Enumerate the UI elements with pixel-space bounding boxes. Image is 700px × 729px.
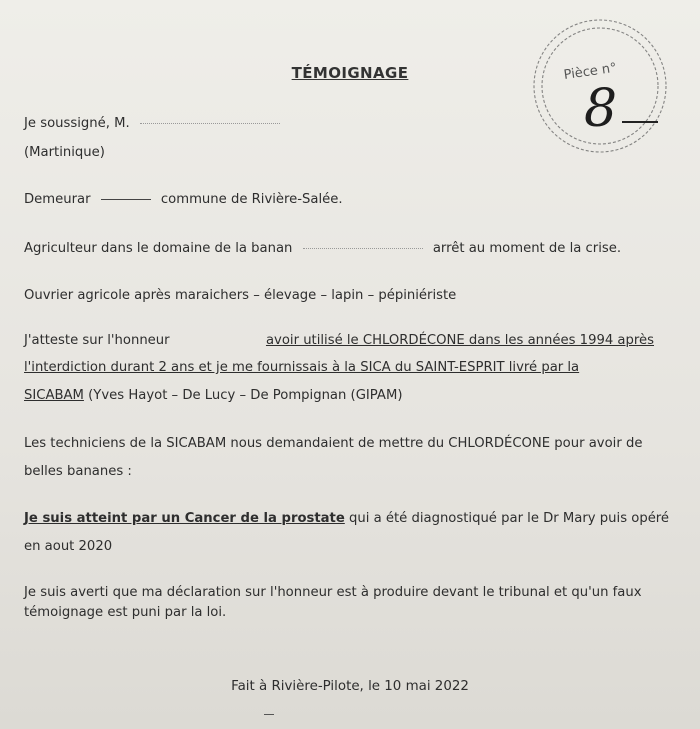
attest-line-3: SICABAM (Yves Hayot – De Lucy – De Pompignan (GIPAM) <box>24 388 403 403</box>
document-title: TÉMOIGNAGE <box>291 64 409 82</box>
place-date-footer: Fait à Rivière-Pilote, le 10 mai 2022 <box>231 679 469 694</box>
footer-dash <box>264 714 274 715</box>
attest-line-1: J'atteste sur l'honneur avoir utilisé le CHLORDÉCONE dans les années 1994 après <box>24 333 654 348</box>
cancer-line-1: Je suis atteint par un Cancer de la prostate qui a été diagnostiqué par le Dr Mary puis opéré <box>24 511 670 526</box>
stamp-number: 8 <box>584 79 618 139</box>
cancer-line-2: en aout 2020 <box>24 539 113 554</box>
warning-line-1: Je suis averti que ma déclaration sur l'honneur est à produire devant le tribunal et qu'un faux <box>24 585 642 600</box>
worker-line: Ouvrier agricole après maraichers – élevage – lapin – pépiniériste <box>24 288 457 303</box>
stamp-label: Pièce n° <box>562 60 618 83</box>
official-stamp <box>512 8 682 168</box>
technicians-line-1: Les techniciens de la SICABAM nous demandaient de mettre du CHLORDÉCONE pour avoir de <box>24 436 643 451</box>
job-line: Agriculteur dans le domaine de la banan arrêt au moment de la crise. <box>24 241 622 256</box>
warning-line-2: témoignage est puni par la loi. <box>24 605 227 620</box>
attest-line-2: l'interdiction durant 2 ans et je me fournissais à la SICA du SAINT-ESPRIT livré par la <box>24 360 580 375</box>
address-line: Demeurar commune de Rivière-Salée. <box>24 192 343 207</box>
region-line: (Martinique) <box>24 145 105 160</box>
technicians-line-2: belles bananes : <box>24 464 132 479</box>
name-line: Je soussigné, M. <box>24 116 286 131</box>
